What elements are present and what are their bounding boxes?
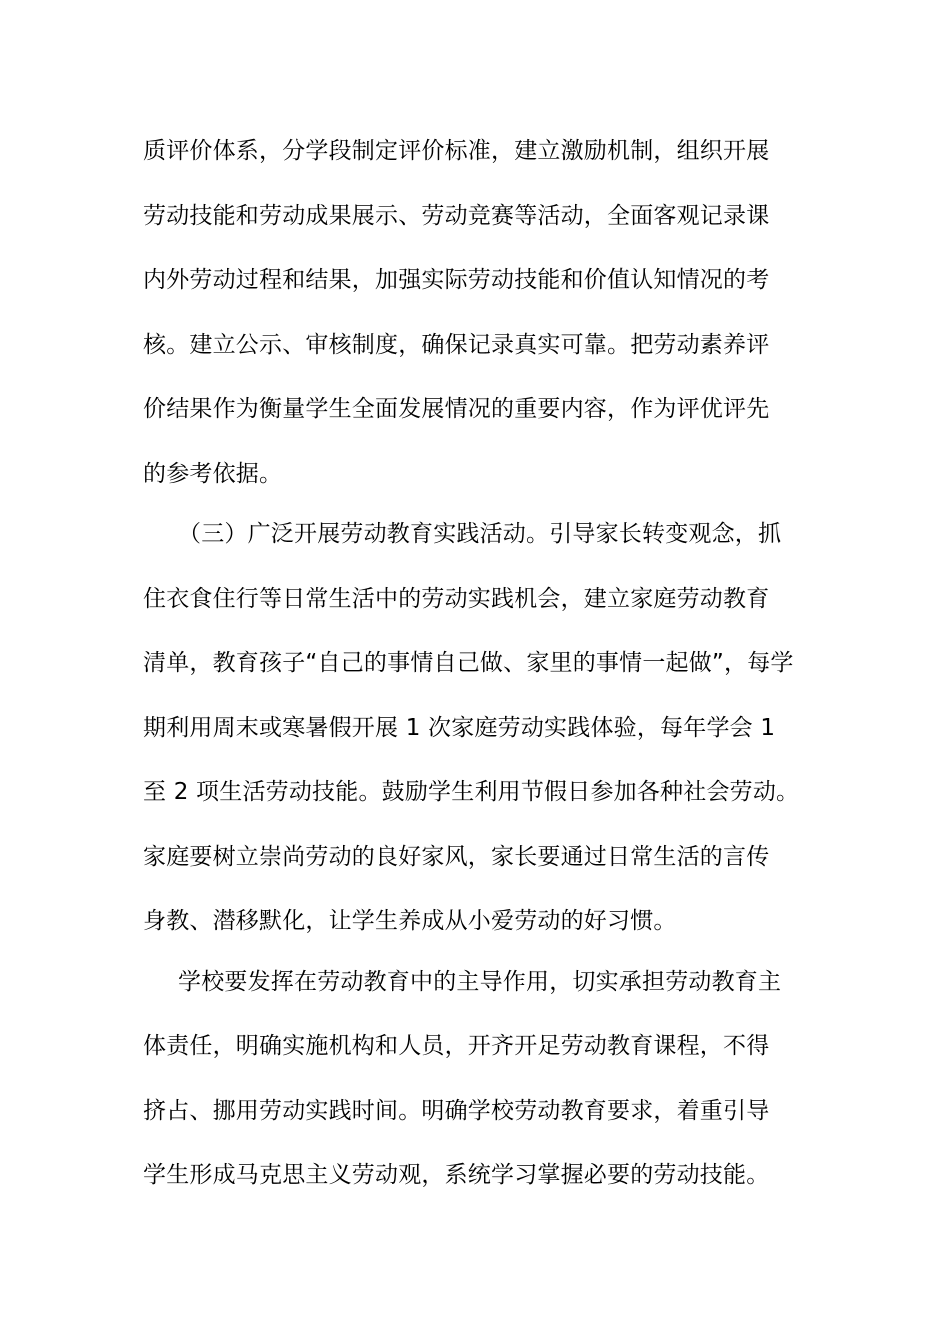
text-line: 家庭要树立崇尚劳动的良好家风，家长要通过日常生活的言传 bbox=[143, 844, 770, 870]
text-line: 住衣食住行等日常生活中的劳动实践机会，建立家庭劳动教育 bbox=[143, 586, 770, 612]
text-line: 期利用周末或寒暑假开展 1 次家庭劳动实践体验，每年学会 1 bbox=[143, 715, 776, 741]
text-line: 至 2 项生活劳动技能。鼓励学生利用节假日参加各种社会劳动。 bbox=[143, 779, 800, 805]
text-line: 核。建立公示、审核制度，确保记录真实可靠。把劳动素养评 bbox=[143, 332, 770, 358]
text-line: 挤占、挪用劳动实践时间。明确学校劳动教育要求，着重引导 bbox=[143, 1098, 770, 1124]
section-heading-line: （三）广泛开展劳动教育实践活动。引导家长转变观念，抓 bbox=[178, 521, 782, 547]
text-line: 价结果作为衡量学生全面发展情况的重要内容，作为评优评先 bbox=[143, 396, 770, 422]
text-line: 体责任，明确实施机构和人员，开齐开足劳动教育课程，不得 bbox=[143, 1033, 770, 1059]
text-line: 内外劳动过程和结果，加强实际劳动技能和价值认知情况的考 bbox=[143, 267, 770, 293]
text-line: 劳动技能和劳动成果展示、劳动竞赛等活动，全面客观记录课 bbox=[143, 203, 770, 229]
text-line: 清单，教育孩子“自己的事情自己做、家里的事情一起做”，每学 bbox=[143, 650, 794, 676]
text-line: 学生形成马克思主义劳动观，系统学习掌握必要的劳动技能。 bbox=[143, 1162, 770, 1188]
text-line: 质评价体系，分学段制定评价标准，建立激励机制，组织开展 bbox=[143, 138, 770, 164]
text-line: 的参考依据。 bbox=[143, 461, 283, 487]
paragraph-start-line: 学校要发挥在劳动教育中的主导作用，切实承担劳动教育主 bbox=[178, 969, 782, 995]
text-line: 身教、潜移默化，让学生养成从小爱劳动的好习惯。 bbox=[143, 908, 677, 934]
